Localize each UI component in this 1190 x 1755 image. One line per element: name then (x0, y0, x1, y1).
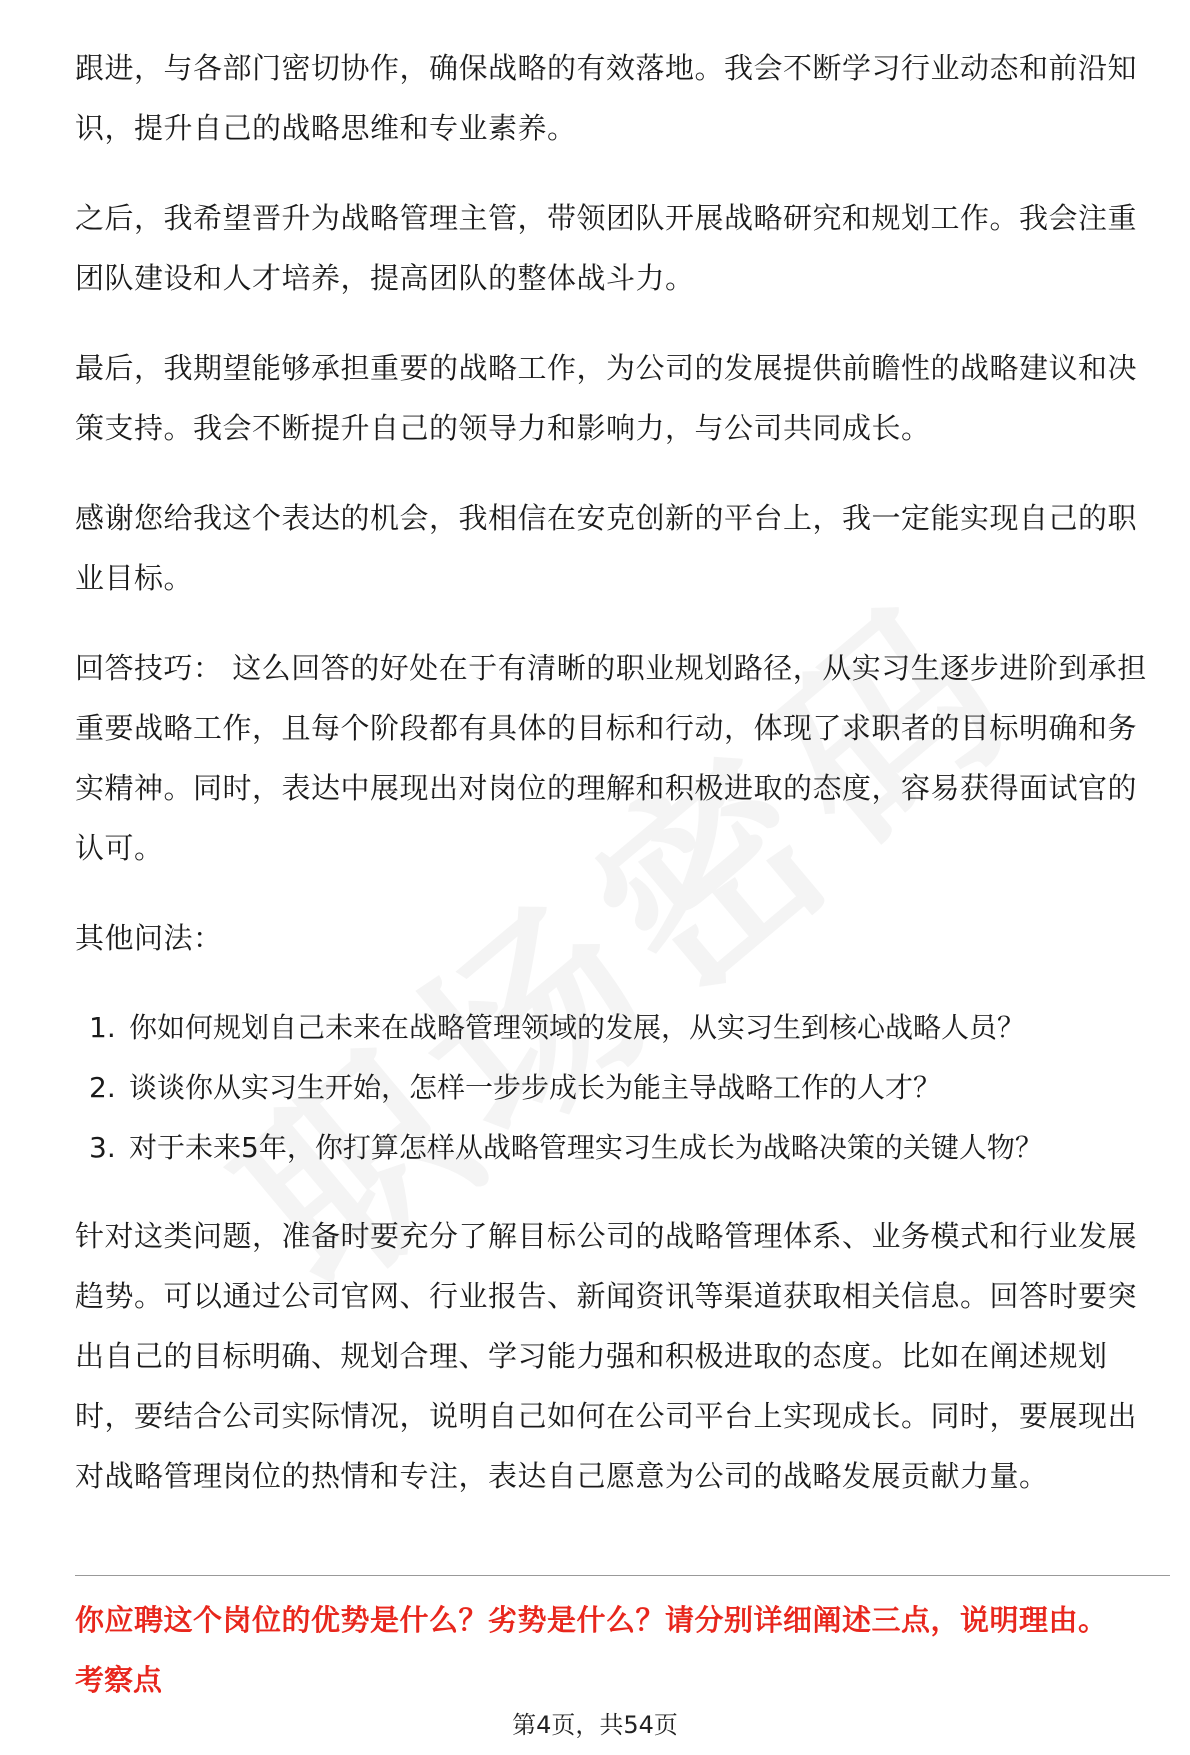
list-item-number: 1. (89, 1011, 116, 1044)
paragraph-final-step: 最后，我期望能够承担重要的战略工作，为公司的发展提供前瞻性的战略建议和决策支持。我会不断提升自己的领导力和影响力，与公司共同成长。 (75, 351, 1138, 445)
paragraph-next-step: 之后，我希望晋升为战略管理主管，带领团队开展战略研究和规划工作。我会注重团队建设和人才培养，提高团队的整体战斗力。 (75, 201, 1138, 295)
list-item-text: 你如何规划自己未来在战略管理领域的发展，从实习生到核心战略人员？ (129, 1011, 1026, 1044)
list-item-text: 谈谈你从实习生开始，怎样一步步成长为能主导战略工作的人才？ (129, 1071, 942, 1104)
main-content (75, 38, 1165, 1536)
paragraph-thanks: 感谢您给我这个表达的机会，我相信在安克创新的平台上，我一定能实现自己的职业目标。 (75, 501, 1138, 595)
list-item-number: 3. (89, 1131, 116, 1164)
paragraph-continuation: 跟进，与各部门密切协作，确保战略的有效落地。我会不断学习行业动态和前沿知识，提升自己的战略思维和专业素养。 (75, 51, 1138, 145)
list-item (75, 1118, 1165, 1178)
paragraph-answer-tips: 回答技巧： 这么回答的好处在于有清晰的职业规划路径，从实习生逐步进阶到承担重要战略工作，且每个阶段都有具体的目标和行动，体现了求职者的目标明确和务实精神。同时，表达中展现出对岗位的理解和积极进取的态度，容易获得面试官的认可。 (75, 651, 1147, 865)
page-number: 第4页，共54页 (512, 1711, 678, 1739)
list-item (75, 998, 1165, 1058)
next-question-title: 你应聘这个岗位的优势是什么？劣势是什么？请分别详细阐述三点，说明理由。 (75, 1603, 1108, 1637)
list-item (75, 1058, 1165, 1118)
other-questions-list (75, 998, 1165, 1178)
section-divider (75, 1575, 1170, 1576)
section-label-examination-point: 考察点 (75, 1663, 163, 1697)
list-item-number: 2. (89, 1071, 116, 1104)
paragraph-advice: 针对这类问题，准备时要充分了解目标公司的战略管理体系、业务模式和行业发展趋势。可以通过公司官网、行业报告、新闻资讯等渠道获取相关信息。回答时要突出自己的目标明确、规划合理、学习能力强和积极进取的态度。比如在阐述规划时，要结合公司实际情况，说明自己如何在公司平台上实现成长。同时，要展现出对战略管理岗位的热情和专注，表达自己愿意为公司的战略发展贡献力量。 (75, 1219, 1138, 1493)
other-questions-heading: 其他问法： (75, 921, 223, 955)
list-item-text: 对于未来5年，你打算怎样从战略管理实习生成长为战略决策的关键人物？ (129, 1131, 1043, 1164)
